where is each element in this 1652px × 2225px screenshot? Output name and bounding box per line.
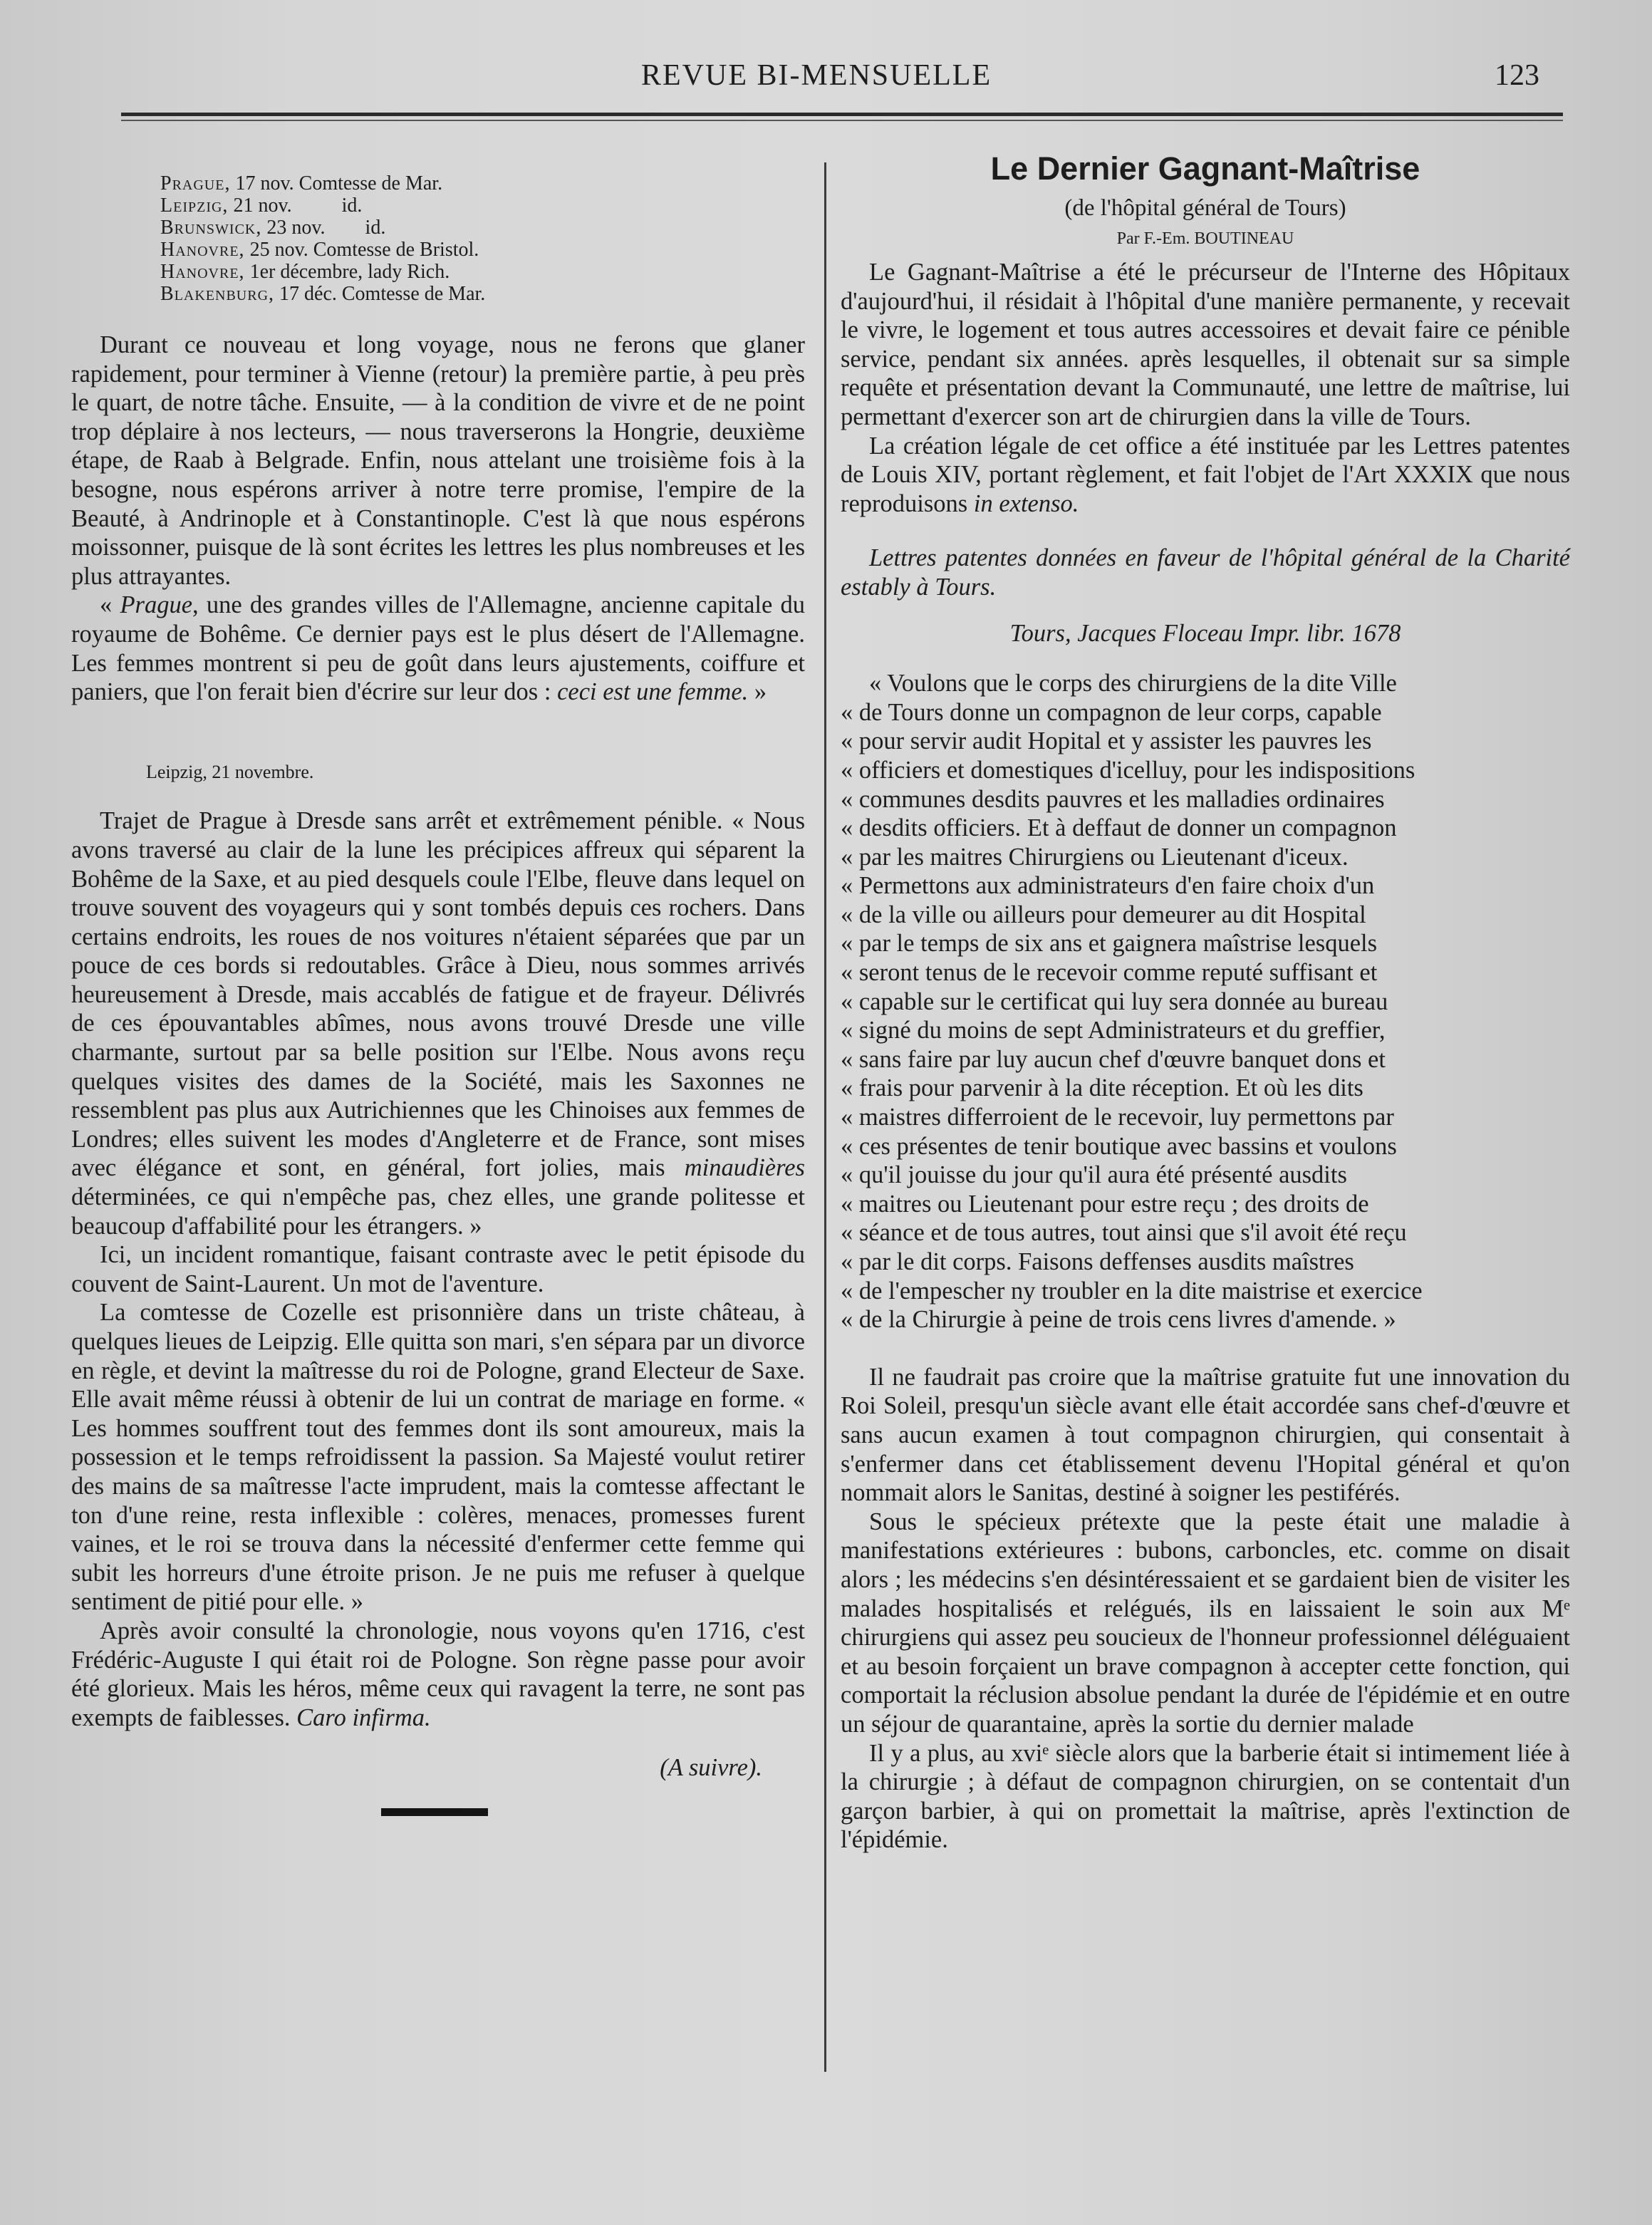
article-subtitle: (de l'hôpital général de Tours) [1064, 195, 1346, 221]
decree-line: « par le temps de six ans et gaignera maîstrise lesquels [841, 930, 1378, 958]
itinerary-detail: 17 nov. Comtesse de Mar. [235, 172, 443, 195]
decree-line: « ces présentes de tenir boutique avec bassins et voulons [841, 1132, 1397, 1160]
page-number: 123 [1495, 59, 1539, 92]
to-be-continued: (A suivre). [660, 1754, 762, 1782]
decree-line: « signé du moins de sept Administrateurs et du greffier, [841, 1017, 1386, 1044]
decree-line: « qu'il jouisse du jour qu'il aura été présenté ausdits [841, 1161, 1347, 1189]
decree-text [841, 669, 1570, 1334]
itinerary-list [160, 172, 805, 305]
itinerary-city: Hanovre, [160, 261, 245, 283]
itinerary-entry [160, 239, 805, 261]
itinerary-city: Hanovre, [160, 239, 245, 261]
article-title: Le Dernier Gagnant-Maîtrise [990, 150, 1420, 187]
decree-line: « capable sur le certificat qui luy sera donnée au bureau [841, 987, 1388, 1015]
decree-line: « Voulons que le corps des chirurgiens de la dite Ville [869, 670, 1397, 697]
running-head [0, 58, 1652, 101]
body-paragraph: Il ne faudrait pas croire que la maîtrise gratuite fut une innovation du Roi Soleil, presqu'un siècle avant elle était accordée sans chef-d'œuvre et sans aucun examen à tout compagnon chirurgien, qui consentait à s'enfermer dans cet établissement devenu l'Hopital général et qu'on nommait alors le Sanitas, destiné à soigner les pestiférés. [841, 1363, 1570, 1507]
itinerary-detail: 21 nov. id. [233, 195, 363, 217]
body-paragraph: Ici, un incident romantique, faisant contraste avec le petit épisode du couvent de Saint-Laurent. Un mot de l'aventure. [71, 1241, 805, 1297]
paragraph-text: Après avoir consulté la chronologie, nous voyons qu'en 1716, c'est Frédéric-Auguste I qui était roi de Pologne. Son règne passe pour avoir été glorieux. Mais les héros, même ceux qui ravagent la terre, ne sont pas exempts de faiblesses. [71, 1617, 805, 1731]
decree-line: « desdits officiers. Et à deffaut de donner un compagnon [841, 814, 1397, 842]
emphasis: ceci est une femme. [557, 678, 749, 706]
body-paragraph [71, 1617, 805, 1732]
body-paragraph: Le Gagnant-Maîtrise a été le précurseur de l'Interne des Hôpitaux d'aujourd'hui, il résidait à l'hôpital d'une manière permanente, y recevait le vivre, le logement et tous autres accessoires et devait faire ce pénible service, pendant six années. après lesquelles, il obtenait sur sa simple requête et présentation devant la Communauté, une lettre de maîtrise, lui permettant d'exercer son art de chirurgien dans la ville de Tours. [841, 259, 1570, 430]
emphasis: minaudières [684, 1154, 805, 1182]
decree-line: « par les maitres Chirurgiens ou Lieutenant d'iceux. [841, 843, 1349, 871]
byline: Par F.-Em. BOUTINEAU [1116, 229, 1294, 248]
right-column [841, 150, 1570, 1855]
itinerary-detail: 17 déc. Comtesse de Mar. [279, 283, 486, 305]
emphasis: Prague [120, 591, 193, 619]
body-paragraph [71, 807, 805, 1240]
emphasis: in extenso. [973, 489, 1079, 517]
column-divider [824, 162, 826, 2072]
itinerary-entry [160, 195, 805, 217]
header-rule [121, 113, 1563, 116]
end-of-article-bar [381, 1808, 488, 1816]
decree-line: « pour servir audit Hopital et y assister les pauvres les [841, 727, 1372, 755]
body-paragraph [841, 432, 1570, 519]
itinerary-city: Leipzig, [160, 195, 229, 217]
itinerary-entry [160, 172, 805, 195]
imprint-line: Tours, Jacques Floceau Impr. libr. 1678 [1009, 619, 1401, 647]
dateline: Leipzig, 21 novembre. [146, 761, 314, 782]
decree-line: « maistres differroient de le recevoir, luy permettons par [841, 1104, 1394, 1131]
quote-paragraph [71, 591, 805, 706]
body-paragraph: Il y a plus, au xviᵉ siècle alors que la barberie était si intimement liée à la chirurgie ; à défaut de compagnon chirurgien, on se contentait d'un garçon barbier, à qui on promettait la maîtrise, après l'extinction de l'épidémie. [841, 1739, 1570, 1854]
itinerary-detail: 1er décembre, lady Rich. [249, 261, 450, 283]
quote-open: « [100, 591, 120, 619]
decree-line: « séance et de tous autres, tout ainsi que s'il avoit été reçu [841, 1219, 1407, 1247]
decree-line: « frais pour parvenir à la dite réception. Et où les dits [841, 1074, 1363, 1102]
itinerary-entry [160, 261, 805, 283]
paragraph-text: La création légale de cet office a été instituée par les Lettres patentes de Louis XIV, portant règlement, et fait l'objet de l'Art XXXIX que nous reproduisons [841, 432, 1570, 517]
quote-close: » [748, 678, 767, 706]
emphasis: Caro infirma. [296, 1703, 431, 1731]
itinerary-detail: 23 nov. id. [266, 217, 386, 239]
body-paragraph: La comtesse de Cozelle est prisonnière dans un triste château, à quelques lieues de Leipzig. Elle quitta son mari, s'en sépara par un divorce en règle, et devint la maîtresse du roi de Pologne, grand Electeur de Saxe. Elle avait même réussi à obtenir de lui un contrat de mariage en forme. « Les hommes souffrent tout des femmes dont ils sont amoureux, mais la possession et le temps refroidissent la passion. Sa Majesté voulut retirer des mains de sa maîtresse l'acte imprudent, mais la comtesse affectant le ton d'une reine, resta inflexible : colères, menaces, promesses furent vaines, et le roi se trouva dans la nécessité d'enfermer cette femme qui subit les horreurs d'une étroite prison. Je ne puis me refuser à quelque sentiment de pitié pour elle. » [71, 1299, 805, 1616]
journal-title: REVUE BI-MENSUELLE [641, 59, 992, 92]
decree-line: « seront tenus de le recevoir comme reputé suffisant et [841, 959, 1378, 987]
decree-line: « de Tours donne un compagnon de leur corps, capable [841, 698, 1382, 726]
itinerary-detail: 25 nov. Comtesse de Bristol. [249, 239, 479, 261]
paragraph-text: Trajet de Prague à Dresde sans arrêt et extrêmement pénible. « Nous avons traversé au clair de la lune les précipices affreux qui séparent la Bohême de la Saxe, et au pied desquels coule l'Elbe, fleuve dans lequel on trouve souvent des voyageurs qui y sont tombés depuis ces rochers. Dans certains endroits, les roues de nos voitures n'étaient séparées que par un pouce de ces bords si redoutables. Grâce à Dieu, nous sommes arrivés heureusement à Dresde, mais accablés de fatigue et de frayeur. Délivrés de ces épouvantables abîmes, nous avons trouvé Dresde une ville charmante, surtout par sa belle position sur l'Elbe. Nous avons reçu quelques visites des dames de la Société, mais les Saxonnes ne ressemblent pas plus aux Autrichiennes que les Chinoises aux femmes de Londres; elles suivent les modes d'Angleterre et de France, sont mises avec élégance et sont, en général, fort jolies, mais [71, 807, 805, 1182]
itinerary-city: Blakenburg, [160, 283, 275, 305]
decree-line: « sans faire par luy aucun chef d'œuvre banquet dons et [841, 1045, 1386, 1073]
itinerary-city: Brunswick, [160, 217, 262, 239]
decree-line: « communes desdits pauvres et les malladies ordinaires [841, 785, 1385, 813]
decree-line: « de la Chirurgie à peine de trois cens livres d'amende. » [841, 1306, 1396, 1334]
decree-line: « Permettons aux administrateurs d'en faire choix d'un [841, 872, 1375, 900]
letters-patent-title: Lettres patentes données en faveur de l'hôpital général de la Charité estably à Tours. [841, 544, 1570, 601]
itinerary-city: Prague, [160, 172, 231, 195]
body-paragraph: Sous le spécieux prétexte que la peste était une maladie à manifestations extérieures : bubons, carboncles, etc. comme on disait alors ; les médecins s'en désintéressaient et se gardaient bien de visiter les malades hospitalisés et relégués, ils en laissaient le soin aux Mᵉ chirurgiens qui assez peu soucieux de l'honneur professionnel déléguaient et au besoin forçaient un brave compagnon à accepter cette fonction, qui comportait la réclusion absolue pendant la durée de l'épidémie et en outre un séjour de quarantaine, après la sortie du dernier malade [841, 1508, 1570, 1738]
decree-line: « par le dit corps. Faisons deffenses ausdits maîstres [841, 1248, 1354, 1275]
itinerary-entry [160, 217, 805, 239]
decree-line: « officiers et domestiques d'icelluy, pour les indispositions [841, 756, 1415, 784]
itinerary-entry [160, 283, 805, 305]
paragraph-text: déterminées, ce qui n'empêche pas, chez elles, une grande politesse et beaucoup d'affabilité pour les étrangers. » [71, 1183, 805, 1240]
decree-line: « de la ville ou ailleurs pour demeurer au dit Hospital [841, 901, 1366, 928]
body-paragraph: Durant ce nouveau et long voyage, nous ne ferons que glaner rapidement, pour terminer à Vienne (retour) la première partie, à peu près le quart, de notre tâche. Ensuite, — à la condition de vivre et de ne point trop déplaire à nos lecteurs, — nous traverserons la Hongrie, deuxième étape, de Raab à Belgrade. Enfin, nous attelant une troisième fois à la besogne, nous espérons arriver à notre terre promise, l'empire de la Beauté, à Andrinople et à Constantinople. C'est là que nous espérons moissonner, puisque de là sont écrites les lettres les plus nombreuses et les plus attrayantes. [71, 331, 805, 590]
decree-line: « de l'empescher ny troubler en la dite maistrise et exercice [841, 1277, 1423, 1305]
header-rule-thin [121, 120, 1563, 121]
decree-line: « maitres ou Lieutenant pour estre reçu ; des droits de [841, 1190, 1369, 1218]
left-column [71, 164, 805, 1816]
quote-text: , une des grandes villes de l'Allemagne, ancienne capitale du royaume de Bohême. Ce dernier pays est le plus désert de l'Allemagne. Les femmes montrent si peu de goût dans leurs ajustements, coiffure et paniers, que l'on ferait bien d'écrire sur leur dos : [71, 591, 805, 706]
